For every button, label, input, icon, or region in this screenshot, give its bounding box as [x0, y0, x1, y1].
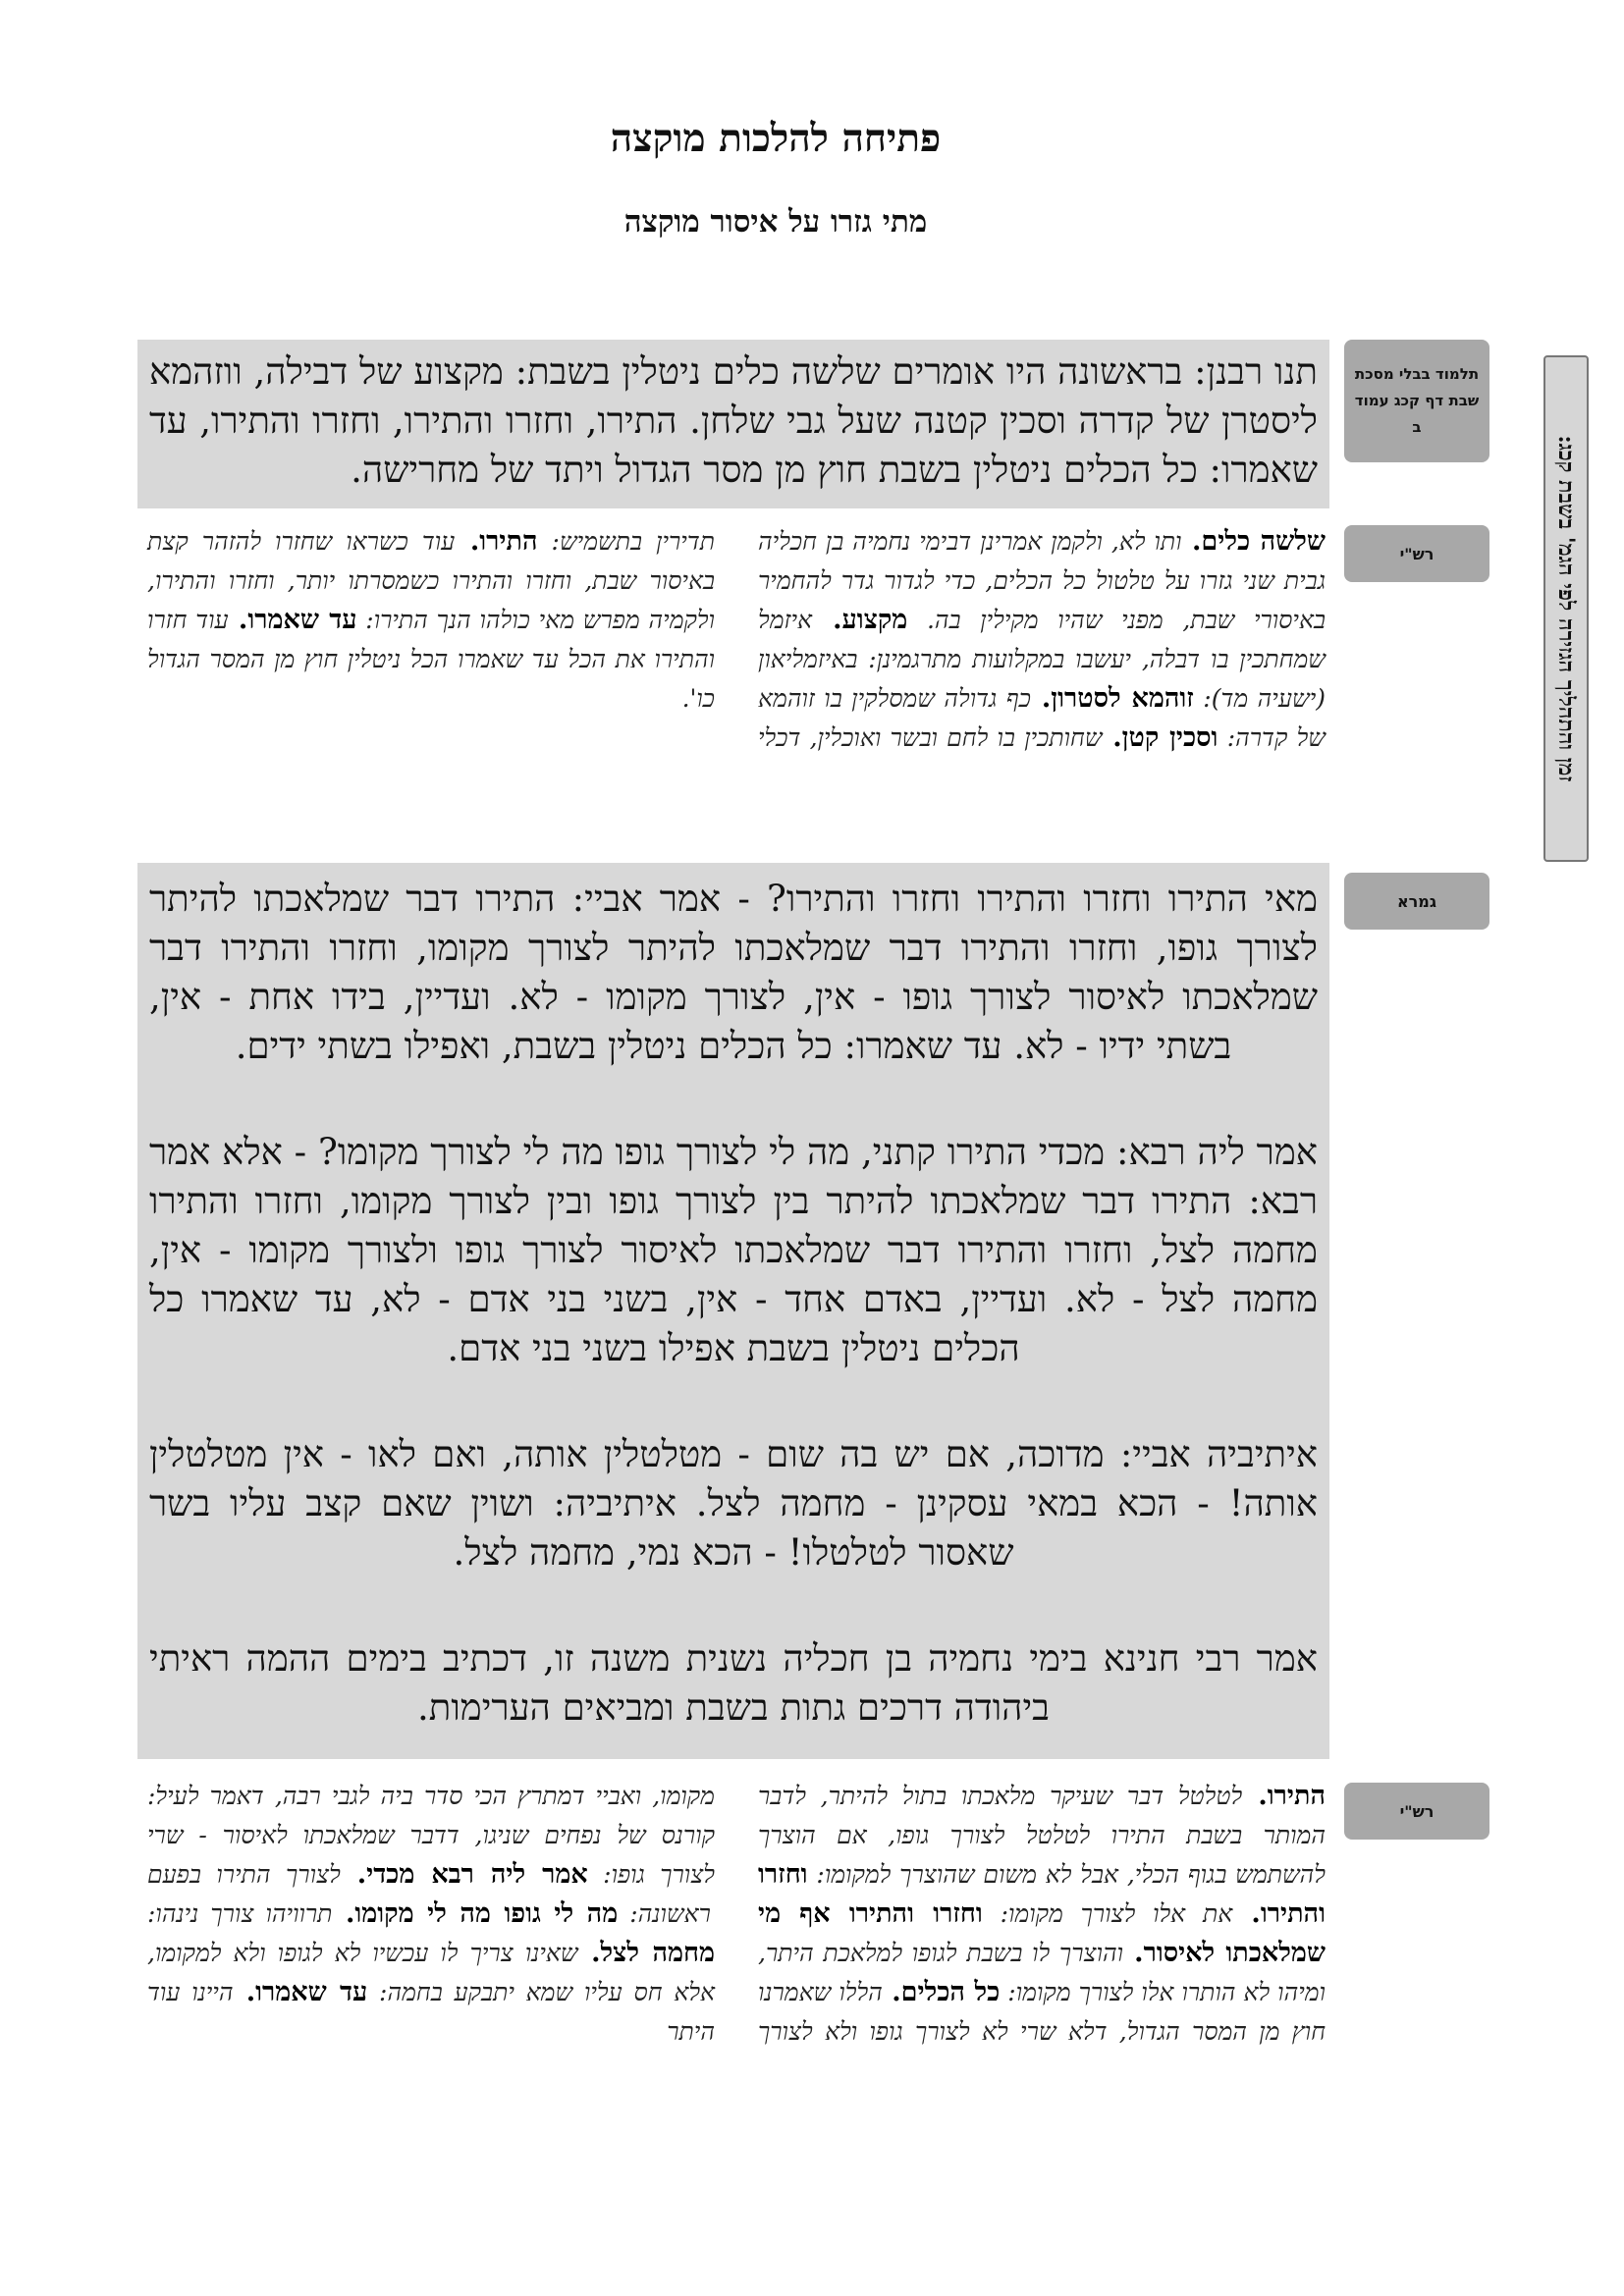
rashi-heading: עד שאמרו. [233, 1977, 368, 2007]
rashi-heading: מקצוע. [812, 605, 908, 635]
rashi-text: תרוויהו צורך נינהו: [147, 1899, 333, 1928]
rashi-heading: אמר ליה רבא מכדי. [340, 1859, 588, 1890]
rashi-text: כף גדולה שמסלקין בו זוהמא של קדרה: [758, 684, 1326, 752]
side-strip-text: זמן והתהליך הגזירה לפי הגמ' בשבת קכג: [1553, 435, 1579, 782]
rashi-heading: וסכין קטן. [1102, 722, 1218, 753]
gemara-label: גמרא [1344, 873, 1489, 930]
rashi-commentary-1 [147, 522, 1326, 836]
rashi-text: את אלו לצורך מקומו: [982, 1899, 1233, 1928]
rashi-text: איזמל שמחתכין בו דבלה, יעשבו במקלועות מתרגמינן: באיזמליאון (ישעיה מד): [758, 606, 1326, 713]
page-title: פתיחה להלכות מוקצה [610, 116, 942, 161]
rashi-text: לצורך התירו בפעם ראשונה: [147, 1860, 711, 1928]
rashi-text: עוד כשראו שחזרו להזהר קצת באיסור שבת, וחזרו והתירו כשמסרתו יותר, וחזרו והתירו, ולקמיה מפרש מאי כולהו הנך התירו: [147, 527, 715, 634]
rashi-heading: התירו. [1242, 1781, 1326, 1811]
rashi-text: עוד חזרו והתירו את הכל עד שאמרו הכל ניטלין חוץ מן המסר הגדול כו'. [147, 606, 715, 713]
baraita-block [137, 340, 1329, 508]
rashi-heading: כל הכלים. [882, 1977, 1001, 2007]
gemara-paragraph: מאי התירו וחזרו והתירו וחזרו והתירו? - אמר אביי: התירו דבר שמלאכתו להיתר לצורך גופו, וחזרו והתירו דבר שמלאכתו להיתר לצורך מקומו, וחזרו והתירו דבר שמלאכתו לאיסור לצורך גופו - אין, לצורך מקומו - לא. ועדיין, בידו אחת - אין, בשתי ידיו - לא. עד שאמרו: כל הכלים ניטלין בשבת, ואפילו בשתי ידים. [149, 878, 1318, 1067]
gemara-paragraph: איתיביה אביי: מדוכה, אם יש בה שום - מטלטלין אותה, ואם לאו - אין מטלטלין אותה! - הכא במאי עסקינן - מחמה לצל. איתיביה: ושוין שאם קצב עליו בשר שאסור לטלטלו! - הכא נמי, מחמה לצל. [149, 1433, 1318, 1574]
rashi-heading: וחזרו והתירו אף מי שמלאכתו לאיסור. [758, 1898, 1326, 1968]
rashi-text: שחותכין בו לחם ובשר ואוכלין, דכלי תדירין בתשמיש: [537, 527, 1103, 752]
page-subtitle: מתי גזרו על איסור מוקצה [623, 204, 928, 240]
rashi-label-second: רש"י [1344, 1783, 1489, 1840]
rashi-heading: עד שאמרו. [228, 605, 357, 635]
gemara-paragraph: אמר ליה רבא: מכדי התירו קתני, מה לי לצורך גופו מה לי לצורך מקומו? - אלא אמר רבא: התירו דבר שמלאכתו להיתר בין לצורך גופו ובין לצורך מקומו, וחזרו והתירו מחמה לצל, וחזרו והתירו דבר שמלאכתו לאיסור לצורך גופו ולצורך מקומו - אין, מחמה לצל - לא. ועדיין, באדם אחד - אין, בשני בני אדם - לא, עד שאמרו כל הכלים ניטלין בשבת אפילו בשני בני אדם. [149, 1131, 1318, 1369]
rashi-text: והוצרך לו בשבת לגופו למלאכת היתר, ומיהו לא הותרו אלו לצורך מקומו: [758, 1939, 1326, 2006]
gemara-block [137, 863, 1329, 1759]
rashi-heading: מחמה לצל. [577, 1938, 715, 1968]
gemara-paragraph: אמר רבי חנינא בימי נחמיה בן חכליה נשנית משנה זו, דכתיב בימים ההמה ראיתי ביהודה דרכים גתות בשבת ומביאים הערימות. [149, 1637, 1318, 1729]
rashi-label: רש"י [1344, 525, 1489, 582]
rashi-heading: מה לי גופו מה לי מקומו. [332, 1898, 619, 1929]
side-strip [1543, 355, 1589, 862]
rashi-heading: זוהמא לסטרון. [1030, 683, 1194, 714]
talmud-source-label: תלמוד בבלי מסכת שבת דף קכג עמוד ב [1344, 340, 1489, 462]
rashi-text: לטלטל דבר שעיקר מלאכתו בתול להיתר, לדבר המותר בשבת התירו לטלטל לצורך גופו, אם הוצרך להשתמש בגוף הכלי, אבל לא משום שהוצרך למקומו: [758, 1782, 1326, 1889]
rashi-commentary-2 [147, 1777, 1326, 2150]
rashi-text: היינו עוד היתר [147, 1978, 715, 2046]
rashi-text: שאינו צריך לו עכשיו לא לגופו ולא למקומו, אלא חס עליו שמא יתבקע בחמה: [147, 1939, 716, 2006]
baraita-text: תנו רבנן: בראשונה היו אומרים שלשה כלים ניטלין בשבת: מקצוע של דבילה, ווזהמא ליסטרן של קדרה וסכין קטנה שעל גבי שלחן. התירו, וחזרו והתירו, וחזרו והתירו, עד שאמרו: כל הכלים ניטלין בשבת חוץ מן מסר הגדול ויתד של מחרישה. [149, 350, 1318, 491]
rashi-heading: התירו. [455, 526, 538, 557]
rashi-text: הללו שאמרנו חוץ מן המסר הגדול, דלא שרי לא לצורך גופו ולא לצורך מקומו, ואביי דמתרץ הכי סדר ביה לגבי רבה, דאמר לעיל: קורנס של נפחים שניגו, דדבר שמלאכתו לאיסור - שרי לצורך גופו: [147, 1782, 1326, 2046]
rashi-heading: שלשה כלים. [1181, 526, 1326, 557]
rashi-text: ותו לא, ולקמן אמרינן דבימי נחמיה בן חכליה גבית שני גזרו על טלטול כל הכלים, כדי לגדור גדר להחמיר באיסורי שבת, מפני שהיו מקילין בה. [758, 527, 1326, 634]
rashi-heading: וחזרו והתירו. [758, 1859, 1326, 1929]
